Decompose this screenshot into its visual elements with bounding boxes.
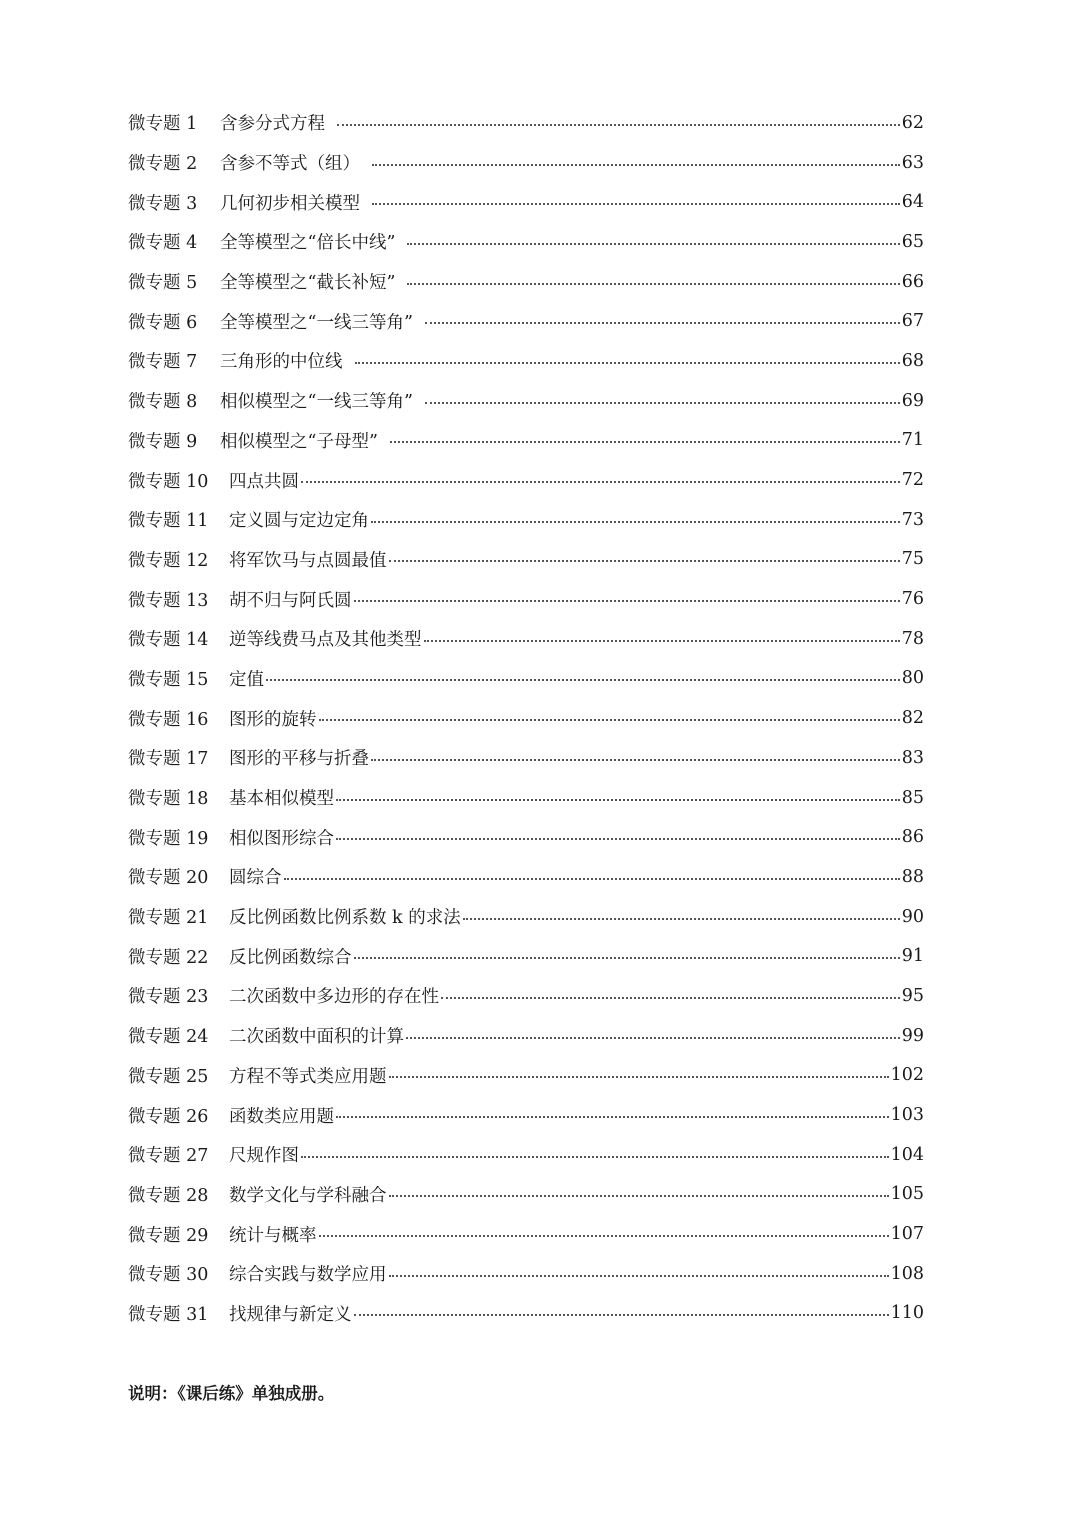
toc-entry-title: 几何初步相关模型 — [220, 193, 360, 214]
toc-entry[interactable] — [128, 1095, 924, 1135]
toc-entry-title: 四点共圆 — [229, 471, 299, 492]
toc-entry-page-number: 72 — [901, 470, 924, 491]
toc-entry-label: 微专题 5 — [128, 273, 198, 294]
toc-entry-label: 微专题 30 — [128, 1265, 209, 1286]
toc-entry-page-number: 103 — [890, 1105, 924, 1126]
toc-entry[interactable] — [128, 936, 924, 976]
toc-entry-dot-leader — [390, 441, 900, 443]
toc-entry-label: 微专题 2 — [128, 154, 198, 175]
toc-entry-label: 微专题 4 — [128, 233, 198, 254]
toc-entry-page-number: 110 — [890, 1303, 924, 1324]
toc-entry-title: 找规律与新定义 — [229, 1304, 352, 1325]
toc-entry-dot-leader — [337, 124, 900, 126]
toc-entry-title: 圆综合 — [229, 868, 282, 889]
toc-entry-label: 微专题 28 — [128, 1185, 209, 1206]
table-of-contents — [128, 103, 924, 1333]
toc-entry-label: 微专题 10 — [128, 471, 209, 492]
toc-entry-label: 微专题 24 — [128, 1027, 209, 1048]
toc-entry-dot-leader — [336, 799, 900, 801]
toc-entry-page-number: 76 — [901, 589, 924, 610]
toc-entry-label: 微专题 1 — [128, 114, 198, 135]
toc-entry-dot-leader — [284, 878, 900, 880]
toc-entry-page-number: 95 — [901, 985, 924, 1006]
toc-entry-page-number: 102 — [890, 1065, 924, 1086]
toc-entry-page-number: 65 — [901, 231, 924, 252]
toc-entry[interactable] — [128, 1214, 924, 1254]
toc-entry-dot-leader — [389, 1076, 889, 1078]
toc-entry-label: 微专题 31 — [128, 1304, 209, 1325]
toc-entry-dot-leader — [319, 719, 900, 721]
toc-entry-label: 微专题 25 — [128, 1066, 209, 1087]
toc-entry-title: 数学文化与学科融合 — [229, 1185, 387, 1206]
toc-entry-page-number: 88 — [901, 866, 924, 887]
toc-entry-label: 微专题 6 — [128, 312, 198, 333]
toc-entry-dot-leader — [372, 164, 900, 166]
toc-entry-title: 定值 — [229, 669, 264, 690]
toc-entry-dot-leader — [425, 402, 900, 404]
toc-entry-dot-leader — [301, 481, 900, 483]
toc-entry-dot-leader — [441, 997, 900, 999]
toc-entry-dot-leader — [463, 918, 900, 920]
footnote: 说明：《课后练》单独成册。 — [128, 1384, 335, 1403]
toc-entry-dot-leader — [425, 322, 900, 324]
toc-entry-label: 微专题 11 — [128, 511, 209, 532]
toc-entry-page-number: 90 — [901, 906, 924, 927]
toc-entry[interactable] — [128, 341, 924, 381]
toc-entry-title: 定义圆与定边定角 — [229, 511, 369, 532]
toc-entry-title: 相似图形综合 — [229, 828, 334, 849]
toc-entry-title: 函数类应用题 — [229, 1106, 334, 1127]
toc-entry-title: 逆等线费马点及其他类型 — [229, 630, 422, 651]
toc-entry[interactable] — [128, 262, 924, 302]
toc-entry-title: 统计与概率 — [229, 1225, 317, 1246]
toc-entry-page-number: 68 — [901, 350, 924, 371]
toc-entry[interactable] — [128, 619, 924, 659]
toc-entry[interactable] — [128, 500, 924, 540]
toc-entry-label: 微专题 23 — [128, 987, 209, 1008]
toc-entry[interactable] — [128, 1175, 924, 1215]
toc-entry[interactable] — [128, 1016, 924, 1056]
toc-entry-dot-leader — [371, 759, 900, 761]
toc-entry-dot-leader — [319, 1235, 889, 1237]
toc-entry-page-number: 64 — [901, 192, 924, 213]
toc-entry-title: 全等模型之“截长补短” — [220, 273, 396, 294]
toc-entry-label: 微专题 20 — [128, 868, 209, 889]
toc-entry[interactable] — [128, 1254, 924, 1294]
toc-entry-page-number: 105 — [890, 1184, 924, 1205]
toc-entry-title: 二次函数中面积的计算 — [229, 1027, 404, 1048]
toc-entry-dot-leader — [354, 600, 900, 602]
toc-entry-page-number: 78 — [901, 628, 924, 649]
toc-entry-title: 将军饮马与点圆最值 — [229, 550, 387, 571]
toc-entry-title: 相似模型之“一线三等角” — [220, 392, 413, 413]
toc-entry-page-number: 75 — [901, 549, 924, 570]
toc-entry-title: 图形的平移与折叠 — [229, 749, 369, 770]
toc-entry-label: 微专题 29 — [128, 1225, 209, 1246]
toc-entry-title: 三角形的中位线 — [220, 352, 343, 373]
toc-entry[interactable] — [128, 182, 924, 222]
toc-entry-label: 微专题 16 — [128, 709, 209, 730]
toc-entry-title: 尺规作图 — [229, 1146, 299, 1167]
toc-entry[interactable] — [128, 738, 924, 778]
toc-entry[interactable] — [128, 301, 924, 341]
toc-entry-label: 微专题 14 — [128, 630, 209, 651]
toc-entry-label: 微专题 13 — [128, 590, 209, 611]
toc-entry[interactable] — [128, 540, 924, 580]
toc-entry[interactable] — [128, 778, 924, 818]
toc-entry-dot-leader — [354, 957, 900, 959]
toc-entry-dot-leader — [389, 1195, 889, 1197]
toc-entry[interactable] — [128, 817, 924, 857]
toc-entry-title: 基本相似模型 — [229, 789, 334, 810]
toc-entry[interactable] — [128, 659, 924, 699]
toc-entry-page-number: 91 — [901, 946, 924, 967]
toc-entry-dot-leader — [371, 521, 900, 523]
toc-entry[interactable] — [128, 897, 924, 937]
toc-entry-title: 全等模型之“一线三等角” — [220, 312, 413, 333]
toc-entry-label: 微专题 7 — [128, 352, 198, 373]
toc-entry[interactable] — [128, 421, 924, 461]
toc-entry-title: 综合实践与数学应用 — [229, 1265, 387, 1286]
toc-entry-dot-leader — [372, 203, 900, 205]
toc-entry[interactable] — [128, 381, 924, 421]
toc-entry[interactable] — [128, 579, 924, 619]
toc-entry-page-number: 62 — [901, 112, 924, 133]
toc-entry[interactable] — [128, 698, 924, 738]
toc-entry[interactable] — [128, 1135, 924, 1175]
toc-entry[interactable] — [128, 857, 924, 897]
toc-entry-page-number: 108 — [890, 1263, 924, 1284]
toc-entry[interactable] — [128, 222, 924, 262]
toc-entry[interactable] — [128, 1294, 924, 1334]
toc-entry-title: 方程不等式类应用题 — [229, 1066, 387, 1087]
toc-entry-title: 图形的旋转 — [229, 709, 317, 730]
toc-entry-title: 反比例函数比例系数 k 的求法 — [229, 908, 461, 929]
toc-entry-page-number: 71 — [901, 430, 924, 451]
toc-entry[interactable] — [128, 976, 924, 1016]
toc-entry-dot-leader — [355, 362, 900, 364]
toc-entry-page-number: 85 — [901, 787, 924, 808]
toc-entry-page-number: 83 — [901, 747, 924, 768]
toc-entry-title: 全等模型之“倍长中线” — [220, 233, 396, 254]
toc-entry-title: 含参不等式（组） — [220, 154, 360, 175]
toc-entry[interactable] — [128, 1056, 924, 1096]
toc-entry-dot-leader — [389, 560, 900, 562]
toc-entry-label: 微专题 18 — [128, 789, 209, 810]
toc-entry-title: 含参分式方程 — [220, 114, 325, 135]
toc-entry-label: 微专题 15 — [128, 669, 209, 690]
toc-entry-page-number: 67 — [901, 311, 924, 332]
toc-entry[interactable] — [128, 103, 924, 143]
toc-entry-label: 微专题 22 — [128, 947, 209, 968]
toc-entry-title: 二次函数中多边形的存在性 — [229, 987, 439, 1008]
toc-entry[interactable] — [128, 460, 924, 500]
toc-entry-page-number: 69 — [901, 390, 924, 411]
toc-entry-page-number: 63 — [901, 152, 924, 173]
toc-entry-label: 微专题 9 — [128, 431, 198, 452]
toc-entry-page-number: 107 — [890, 1224, 924, 1245]
toc-entry-label: 微专题 3 — [128, 193, 198, 214]
toc-entry-dot-leader — [266, 679, 900, 681]
toc-entry-dot-leader — [336, 1116, 889, 1118]
toc-entry-title: 胡不归与阿氏圆 — [229, 590, 352, 611]
toc-entry-dot-leader — [336, 838, 900, 840]
toc-entry-label: 微专题 21 — [128, 908, 209, 929]
toc-entry-dot-leader — [301, 1156, 889, 1158]
toc-entry-dot-leader — [406, 1037, 900, 1039]
toc-entry-dot-leader — [407, 283, 899, 285]
toc-entry-page-number: 82 — [901, 708, 924, 729]
toc-entry-dot-leader — [424, 640, 900, 642]
toc-entry-label: 微专题 17 — [128, 749, 209, 770]
toc-entry-dot-leader — [354, 1314, 889, 1316]
toc-entry-label: 微专题 27 — [128, 1146, 209, 1167]
toc-entry-page-number: 99 — [901, 1025, 924, 1046]
toc-entry-title: 反比例函数综合 — [229, 947, 352, 968]
toc-entry-page-number: 104 — [890, 1144, 924, 1165]
toc-entry-page-number: 80 — [901, 668, 924, 689]
toc-entry-label: 微专题 8 — [128, 392, 198, 413]
toc-entry-label: 微专题 26 — [128, 1106, 209, 1127]
toc-entry[interactable] — [128, 143, 924, 183]
toc-entry-page-number: 86 — [901, 827, 924, 848]
toc-entry-label: 微专题 19 — [128, 828, 209, 849]
toc-entry-title: 相似模型之“子母型” — [220, 431, 378, 452]
toc-entry-page-number: 73 — [901, 509, 924, 530]
toc-entry-dot-leader — [389, 1275, 889, 1277]
toc-entry-label: 微专题 12 — [128, 550, 209, 571]
toc-entry-page-number: 66 — [901, 271, 924, 292]
toc-entry-dot-leader — [407, 243, 899, 245]
